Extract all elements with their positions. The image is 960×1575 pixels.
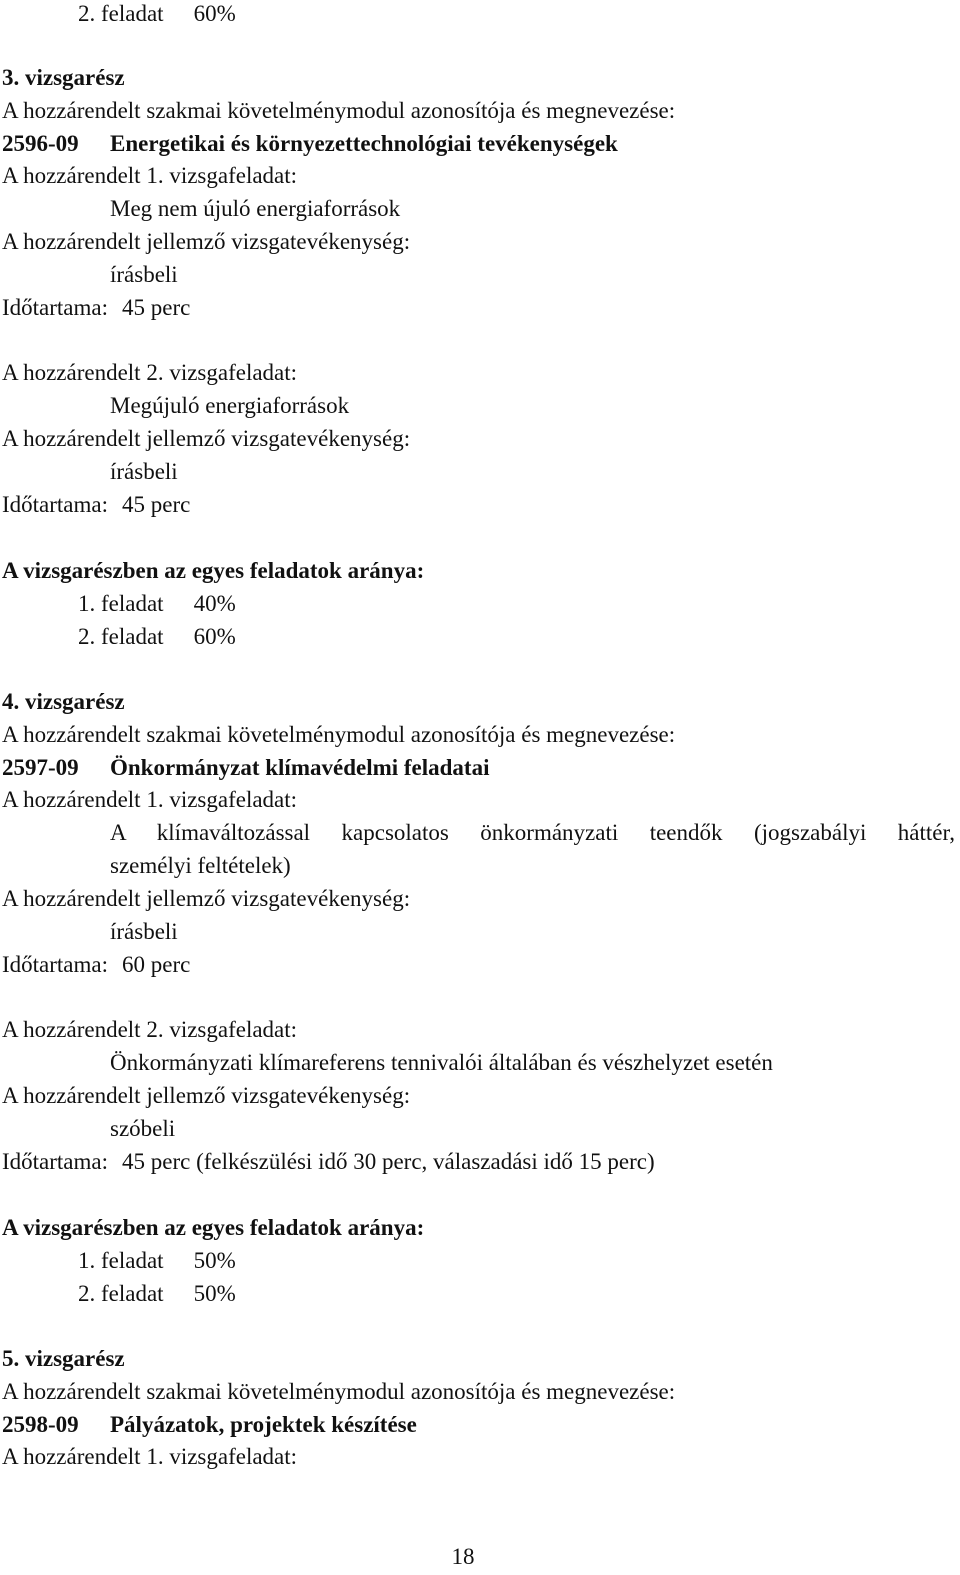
ratio-percent: 60% <box>193 1 236 26</box>
duration-value: 45 perc <box>122 492 191 517</box>
activity-label: A hozzárendelt jellemző vizsgatevékenység: <box>2 426 411 451</box>
duration-label: Időtartama: <box>2 1149 109 1174</box>
section-title: 4. vizsgarész <box>2 689 125 714</box>
ratio-item <box>78 1247 236 1275</box>
ratio-label: 1. feladat <box>78 1248 164 1273</box>
ratio-percent: 50% <box>193 1281 236 1306</box>
duration-line <box>2 294 190 322</box>
module-label: A hozzárendelt szakmai követelménymodul azonosítója és megnevezése: <box>2 722 676 747</box>
ratio-label: 2. feladat <box>78 1 164 26</box>
ratio-label: 2. feladat <box>78 1281 164 1306</box>
section-title: 3. vizsgarész <box>2 65 125 90</box>
task-label: A hozzárendelt 2. vizsgafeladat: <box>2 1017 298 1042</box>
ratio-label: 1. feladat <box>78 591 164 616</box>
ratio-item <box>78 590 236 618</box>
duration-line <box>2 951 190 979</box>
activity-label: A hozzárendelt jellemző vizsgatevékenység: <box>2 1083 411 1108</box>
activity-label: A hozzárendelt jellemző vizsgatevékenység: <box>2 886 411 911</box>
activity-label: A hozzárendelt jellemző vizsgatevékenység: <box>2 229 411 254</box>
activity-type: írásbeli <box>110 459 178 484</box>
module-heading <box>2 130 618 158</box>
task-name: Meg nem újuló energiaforrások <box>110 196 401 221</box>
module-heading <box>2 1411 417 1439</box>
duration-value: 60 perc <box>122 952 191 977</box>
duration-value: 45 perc (felkészülési idő 30 perc, válaszadási idő 15 perc) <box>122 1149 655 1174</box>
ratio-title: A vizsgarészben az egyes feladatok aránya: <box>2 558 425 583</box>
module-heading <box>2 754 489 782</box>
duration-label: Időtartama: <box>2 295 109 320</box>
duration-value: 45 perc <box>122 295 191 320</box>
module-name: Pályázatok, projektek készítése <box>110 1412 417 1437</box>
module-label: A hozzárendelt szakmai követelménymodul azonosítója és megnevezése: <box>2 1379 676 1404</box>
task-label: A hozzárendelt 2. vizsgafeladat: <box>2 360 298 385</box>
ratio-label: 2. feladat <box>78 624 164 649</box>
ratio-item <box>78 1280 236 1308</box>
page-number: 18 <box>451 1544 475 1569</box>
module-name: Energetikai és környezettechnológiai tevékenységek <box>110 131 618 156</box>
duration-label: Időtartama: <box>2 952 109 977</box>
task-name: A klímaváltozással kapcsolatos önkormányzati teendők (jogszabályi háttér, <box>110 820 955 845</box>
ratio-percent: 40% <box>193 591 236 616</box>
task-name: Önkormányzati klímareferens tennivalói általában és vészhelyzet esetén <box>110 1050 773 1075</box>
task-label: A hozzárendelt 1. vizsgafeladat: <box>2 1444 298 1469</box>
duration-line <box>2 491 190 519</box>
task-label: A hozzárendelt 1. vizsgafeladat: <box>2 787 298 812</box>
task-label: A hozzárendelt 1. vizsgafeladat: <box>2 163 298 188</box>
module-code: 2597-09 <box>2 755 79 780</box>
duration-line <box>2 1148 655 1176</box>
task-name-continued: személyi feltételek) <box>110 853 291 878</box>
task-name: Megújuló energiaforrások <box>110 393 350 418</box>
module-code: 2596-09 <box>2 131 79 156</box>
module-code: 2598-09 <box>2 1412 79 1437</box>
duration-label: Időtartama: <box>2 492 109 517</box>
module-name: Önkormányzat klímavédelmi feladatai <box>110 755 490 780</box>
section-title: 5. vizsgarész <box>2 1346 125 1371</box>
activity-type: írásbeli <box>110 262 178 287</box>
module-label: A hozzárendelt szakmai követelménymodul azonosítója és megnevezése: <box>2 98 676 123</box>
ratio-item <box>78 0 236 28</box>
activity-type: szóbeli <box>110 1116 176 1141</box>
activity-type: írásbeli <box>110 919 178 944</box>
ratio-percent: 50% <box>193 1248 236 1273</box>
ratio-percent: 60% <box>193 624 236 649</box>
ratio-item <box>78 623 236 651</box>
ratio-title: A vizsgarészben az egyes feladatok aránya: <box>2 1215 425 1240</box>
